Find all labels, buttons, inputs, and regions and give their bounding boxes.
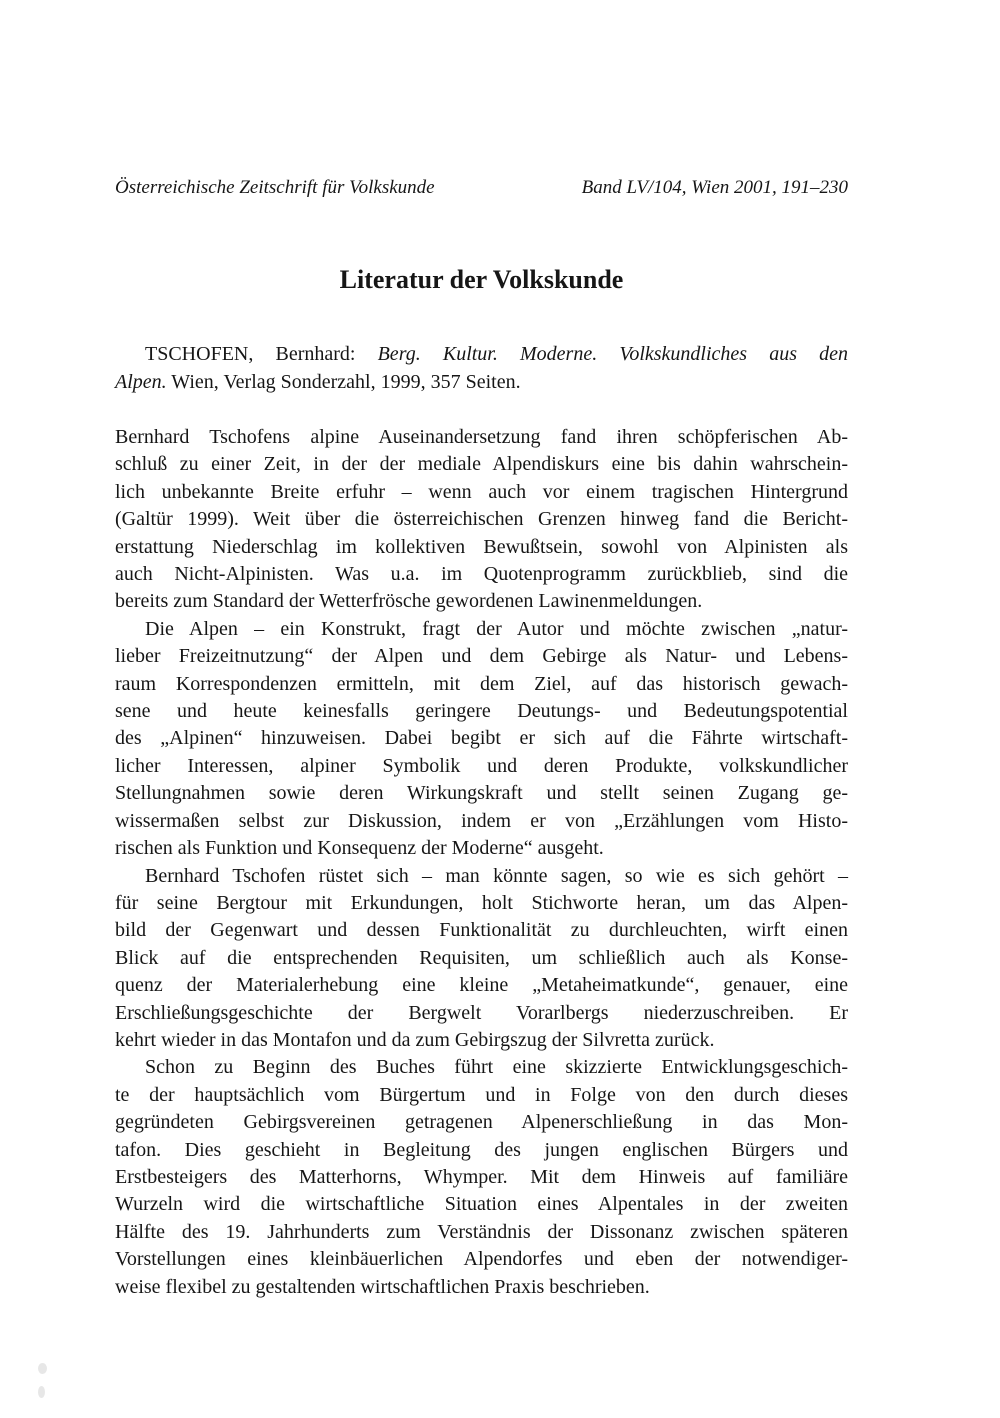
citation-book-title: Berg. Kultur. Moderne. Volkskundliches aus den (377, 343, 848, 365)
text-line: Erstbesteigers des Matterhorns, Whymper. Mit dem Hinweis auf familiäre (115, 1165, 848, 1188)
text-line: Wurzeln wird die wirtschaftliche Situation eines Alpentales in der zweiten (115, 1193, 848, 1216)
text-line: te der hauptsächlich vom Bürgertum und in Folge von den durch dieses (115, 1083, 848, 1106)
text-line: Stellungnahmen sowie deren Wirkungskraft und stellt seinen Zugang ge- (115, 782, 848, 805)
text-line: rischen als Funktion und Konsequenz der Moderne“ ausgeht. (115, 837, 604, 860)
body-text (115, 424, 848, 1301)
text-line (115, 340, 848, 368)
text-line: Blick auf die entsprechenden Requisiten, um schließlich auch als Konse- (115, 946, 848, 969)
text-line: tafon. Dies geschieht in Begleitung des jungen englischen Bürgers und (115, 1138, 848, 1161)
text-line: wissermaßen selbst zur Diskussion, indem er von „Erzählungen vom Histo- (115, 809, 848, 832)
scan-speck (38, 1363, 47, 1374)
text-line: auch Nicht-Alpinisten. Was u.a. im Quotenprogramm zurückblieb, sind die (115, 563, 848, 586)
text-line: gegründeten Gebirgsvereinen getragenen Alpenerschließung in das Mon- (115, 1111, 848, 1134)
page-header (115, 176, 848, 200)
text-line: bild der Gegenwart und dessen Funktionalität zu durchleuchten, wirft einen (115, 919, 848, 942)
journal-title: Österreichische Zeitschrift für Volkskunde (115, 177, 435, 198)
text-line: quenz der Materialerhebung eine kleine „Metaheimatkunde“, genauer, eine (115, 974, 848, 997)
volume-info: Band LV/104, Wien 2001, 191–230 (581, 177, 848, 198)
text-line: Hälfte des 19. Jahrhunderts zum Verständnis der Dissonanz zwischen späteren (115, 1220, 848, 1243)
text-line: Die Alpen – ein Konstrukt, fragt der Autor und möchte zwischen „natur- (145, 617, 848, 640)
scan-speck (38, 1386, 45, 1398)
text-line: Bernhard Tschofen rüstet sich – man könnte sagen, so wie es sich gehört – (145, 864, 848, 887)
text-line: sene und heute keinesfalls geringere Deutungs- und Bedeutungspotential (115, 700, 848, 723)
text-line (115, 368, 848, 396)
text-line: raum Korrespondenzen ermitteln, mit dem Ziel, auf das historisch gewach- (115, 672, 848, 695)
text-line: des „Alpinen“ hinzuweisen. Dabei begibt er sich auf die Fährte wirtschaft- (115, 727, 848, 750)
text-line: lich unbekannte Breite erfuhr – wenn auch vor einem tragischen Hintergrund (115, 480, 848, 503)
text-line: kehrt wieder in das Montafon und da zum Gebirgszug der Silvretta zurück. (115, 1028, 715, 1051)
text-line: Bernhard Tschofens alpine Auseinandersetzung fand ihren schöpferischen Ab- (115, 426, 848, 448)
text-line: (Galtür 1999). Weit über die österreichischen Grenzen hinweg fand die Bericht- (115, 508, 848, 531)
citation-text: Wien, Verlag Sonderzahl, 1999, 357 Seiten. (166, 371, 521, 393)
citation-book-title: Alpen. (115, 371, 167, 393)
paragraph (115, 424, 848, 616)
paragraph (115, 616, 848, 863)
text-line: schluß zu einer Zeit, in der der mediale Alpendiskurs eine bis dahin wahrschein- (115, 453, 848, 476)
paragraph (115, 1054, 848, 1301)
text-line: bereits zum Standard der Wetterfrösche gewordenen Lawinenmeldungen. (115, 590, 703, 613)
text-line: lieber Freizeitnutzung“ der Alpen und dem Gebirge als Natur- und Lebens- (115, 645, 848, 668)
text-line: licher Interessen, alpiner Symbolik und deren Produkte, volkskundlicher (115, 754, 848, 777)
paragraph (115, 863, 848, 1055)
text-line: Schon zu Beginn des Buches führt eine skizzierte Entwicklungsgeschich- (145, 1056, 848, 1079)
text-line: erstattung Niederschlag im kollektiven Bewußtsein, sowohl von Alpinisten als (115, 535, 848, 558)
text-line: Vorstellungen eines kleinbäuerlichen Alpendorfes und eben der notwendiger- (115, 1248, 848, 1271)
text-line: Erschließungsgeschichte der Bergwelt Vorarlbergs niederzuschreiben. Er (115, 1001, 848, 1024)
citation-text: TSCHOFEN, Bernhard: (145, 343, 378, 365)
text-line: für seine Bergtour mit Erkundungen, holt Stichworte heran, um das Alpen- (115, 891, 848, 914)
citation-block (115, 340, 848, 396)
text-line: weise flexibel zu gestaltenden wirtschaftlichen Praxis beschrieben. (115, 1275, 650, 1298)
page-title: Literatur der Volkskunde (339, 265, 624, 294)
